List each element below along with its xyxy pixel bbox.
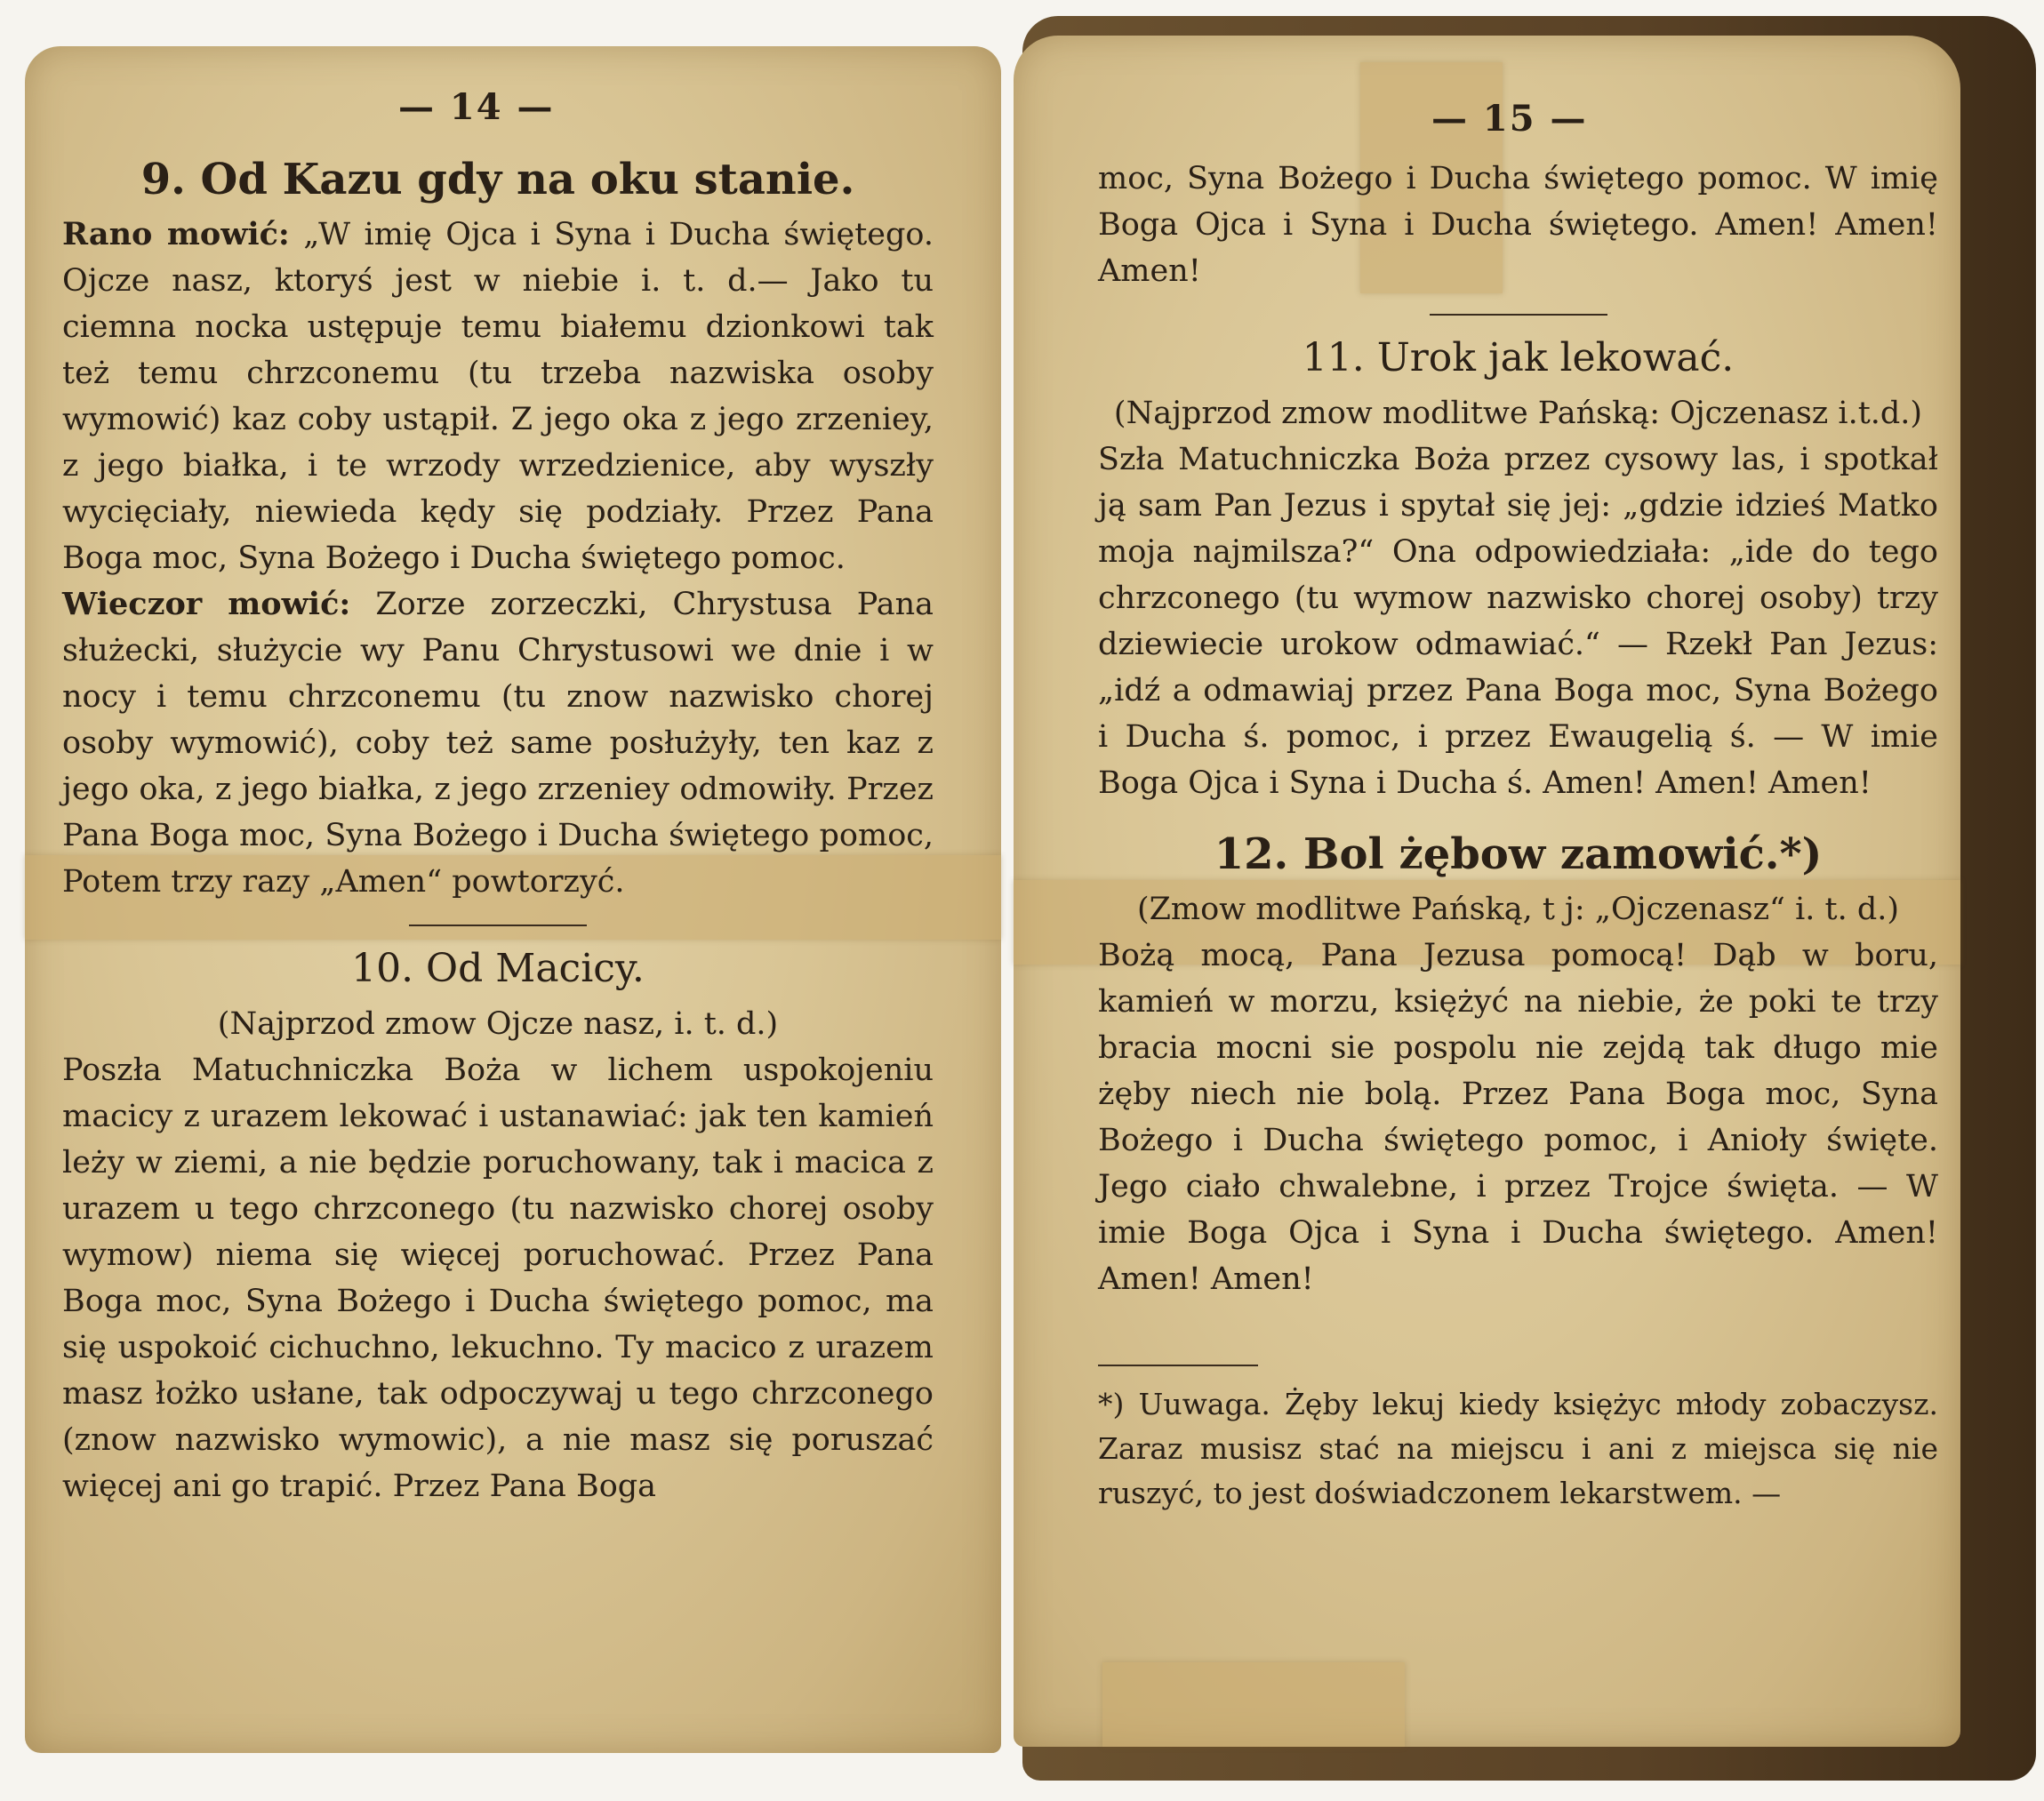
page-number-left: — 14 — <box>398 86 555 128</box>
section-9-morning <box>62 212 934 581</box>
footnote-divider <box>1098 1365 1258 1366</box>
divider <box>409 925 587 926</box>
right-page <box>1014 36 1960 1747</box>
right-text-column <box>1098 156 1938 1516</box>
section-12-text: Bożą mocą, Pana Jezusa pomocą! Dąb w boru, kamień w morzu, księżyć na niebie, że poki te trzy bracia mocni sie pospolu nie zejdą tak długo mie żęby niech nie bolą. Przez Pana Boga moc, Syna Bożego i Ducha świętego pomoc, i Anioły święte. Jego ciało chwalebne, i przez Trojce święta. — W imie Boga Ojca i Syna i Ducha świętego. Amen! Amen! Amen! <box>1098 938 1938 1297</box>
morning-label: Rano mowić: <box>62 216 290 252</box>
section-11-note: (Najprzod zmow modlitwe Pańską: Ojczenasz i.t.d.) <box>1113 396 1923 431</box>
divider <box>1430 314 1607 316</box>
page-number-right: — 15 — <box>1431 98 1588 140</box>
evening-text: Zorze zorzeczki, Chrystusa Pana służecki, służycie wy Panu Chrystusowi we dnie i w nocy i temu chrzconemu (tu znow nazwisko chorej osoby wymowić), coby też same posłużyły, ten kaz z jego oka, z jego białka, z jego zrzeniey odmowiły. Przez Pana Boga moc, Syna Bożego i Ducha świętego pomoc, Potem trzy razy „Amen“ powtorzyć. <box>62 587 934 900</box>
footnote: *) Uuwaga. Żęby lekuj kiedy księżyc młody zobaczysz. Zaraz musisz stać na miejscu i ani z miejsca się nie ruszyć, to jest doświadczonem lekarstwem. — <box>1098 1387 1938 1510</box>
section-12-note: (Zmow modlitwe Pańską, t j: „Ojczenasz“ i. t. d.) <box>1136 892 1900 927</box>
section-11-text: Szła Matuchniczka Boża przez cysowy las, i spotkał ją sam Pan Jezus i spytał się jej: „gdzie idzieś Matko moja najmilsza?“ Ona odpowiedziała: „ide do tego chrzconego (tu wymow nazwisko chorej osoby) trzy dziewiecie urokow odmawiać.“ — Rzekł Pan Jezus: „idź a odmawiaj przez Pana Boga moc, Syna Bożego i Ducha ś. pomoc, i przez Ewaugelią ś. — W imie Boga Ojca i Syna i Ducha ś. Amen! Amen! Amen! <box>1098 442 1938 801</box>
left-text-column <box>62 153 934 1509</box>
left-page <box>25 46 1001 1753</box>
section-11-title: 11. Urok jak lekować. <box>1302 335 1735 380</box>
morning-text: „W imię Ojca i Syna i Ducha świętego. Ojcze nasz, ktoryś jest w niebie i. t. d.— Jako tu ciemna nocka ustępuje temu białemu dzionkowi tak też temu chrzconemu (tu trzeba nazwiska osoby wymowić) kaz coby ustąpił. Z jego oka z jego zrzeniey, z jego białka, i te wrzody wrzedzienice, aby wyszły wycięciały, niewieda kędy się podziały. Przez Pana Boga moc, Syna Bożego i Ducha świętego pomoc. <box>62 217 934 576</box>
section-9-evening <box>62 581 934 905</box>
section-10-text: Poszła Matuchniczka Boża w lichem uspokojeniu macicy z urazem lekować i ustanawiać: jak ten kamień leży w ziemi, a nie będzie poruchowany, tak i macica z urazem u tego chrzconego (tu nazwisko chorej osoby wymow) niema się więcej poruchować. Przez Pana Boga moc, Syna Bożego i Ducha świętego pomoc, ma się uspokoić cichuchno, lekuchno. Ty macico z urazem masz łożko usłane, tak odpoczywaj u tego chrzconego (znow nazwisko wymowic), a nie masz się poruszać więcej ani go trapić. Przez Pana Boga <box>62 1053 934 1504</box>
section-9-title: 9. Od Kazu gdy na oku stanie. <box>140 155 855 204</box>
tape-strip <box>1102 1662 1405 1747</box>
section-10-title: 10. Od Macicy. <box>351 946 645 991</box>
section-12-title: 12. Bol żębow zamowić.*) <box>1214 829 1823 879</box>
evening-label: Wieczor mowić: <box>62 586 351 622</box>
section-10-note: (Najprzod zmow Ojcze nasz, i. t. d.) <box>217 1006 779 1042</box>
continuation-text: moc, Syna Bożego i Ducha świętego pomoc. W imię Boga Ojca i Syna i Ducha świętego. Amen! Amen! Amen! <box>1098 161 1938 289</box>
